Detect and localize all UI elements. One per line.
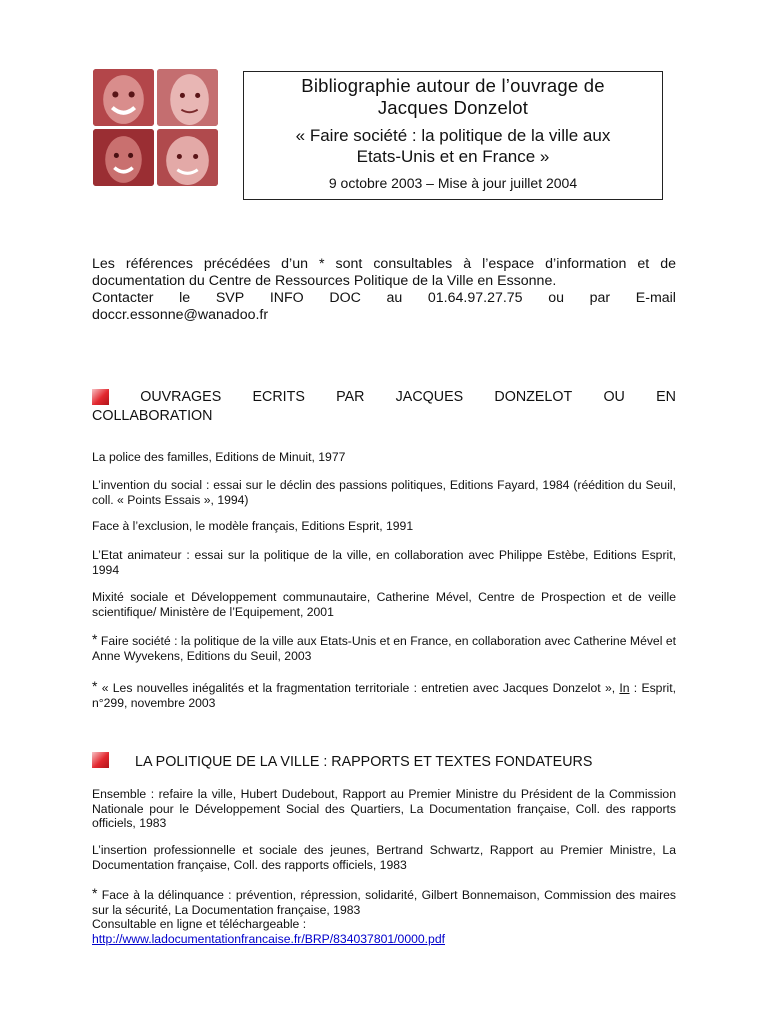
section1-entries: [92, 450, 676, 465]
bibliography-entry: Ensemble : refaire la ville, Hubert Dudebout, Rapport au Premier Ministre du Président de la Commission Nationale pour le Développement Social des Quartiers, La Documentation française, Coll. des rapports officiels, 1983: [92, 787, 676, 830]
entry-text: Faire société : la politique de la ville aux Etats-Unis et en France, en collaboration avec Catherine Mével et Anne Wyvekens, Editions du Seuil, 2003: [92, 634, 677, 663]
heading-word: EN: [656, 389, 676, 405]
subtitle-line-2: Etats-Unis et en France »: [356, 147, 550, 166]
contact-word: Contacter: [92, 290, 154, 306]
heading-word: ECRITS: [252, 389, 305, 405]
contact-email: doccr.essonne@wanadoo.fr: [92, 307, 269, 323]
contact-word: DOC: [329, 290, 361, 306]
section2-entries: [92, 886, 676, 946]
photo-man-face: [157, 69, 218, 126]
bibliography-entry: L’Etat animateur : essai sur la politique de la ville, en collaboration avec Philippe Estèbe, Editions Esprit, 1994: [92, 548, 676, 577]
bibliography-entry: La police des familles, Editions de Minuit, 1977: [92, 450, 346, 464]
intro-paragraph: [92, 256, 676, 324]
bibliography-entry: [92, 679, 676, 710]
available-star-icon: *: [92, 678, 98, 694]
section1-entries: [92, 590, 676, 619]
heading-line-2: COLLABORATION: [92, 408, 213, 424]
section1-entries: [92, 679, 676, 710]
bibliography-entry: Mixité sociale et Développement communautaire, Catherine Mével, Centre de Prospection et de veille scientifique/ Ministère de l’Equipement, 2001: [92, 590, 676, 619]
bibliography-entry: L’invention du social : essai sur le déclin des passions politiques, Editions Fayard, 1984 (réédition du Seuil, coll. « Points Essais », 1994): [92, 478, 676, 507]
section1-entries: [92, 478, 676, 507]
contact-word: SVP: [215, 290, 245, 306]
available-star-icon: *: [92, 885, 98, 901]
contact-word: INFO: [269, 290, 304, 306]
document-title: [244, 75, 662, 119]
contact-word: le: [179, 290, 191, 306]
entry-in-label: In: [619, 681, 630, 695]
photo-woman-face: [93, 129, 154, 186]
bibliography-entry: [92, 886, 676, 917]
entry-text: Face à la délinquance : prévention, répression, solidarité, Gilbert Bonnemaison, Commission des maires sur la sécurité, La Documentation française, 1983: [92, 888, 676, 917]
contact-word: E-mail: [635, 290, 676, 306]
bibliography-entry: L’insertion professionnelle et sociale des jeunes, Bertrand Schwartz, Rapport au Premier Ministre, La Documentation française, Coll. des rapports officiels, 1983: [92, 843, 676, 872]
document-subtitle: [244, 125, 662, 167]
section-bullet-icon: [92, 389, 109, 408]
document-link[interactable]: http://www.ladocumentationfrancaise.fr/BRP/834037801/0000.pdf: [92, 931, 445, 946]
heading-word: PAR: [336, 389, 365, 405]
document-date: 9 octobre 2003 – Mise à jour juillet 2004: [328, 175, 578, 191]
online-note: Consultable en ligne et téléchargeable :: [92, 917, 307, 931]
entry-text: : Esprit, n°299, novembre 2003: [92, 681, 676, 710]
section1-entries: [92, 632, 676, 663]
contact-line: [92, 290, 676, 307]
available-star-icon: *: [92, 631, 98, 647]
section-heading-ouvrages: [92, 389, 676, 425]
section2-entries: [92, 843, 676, 872]
heading-word: OU: [603, 389, 625, 405]
section-bullet-icon: [92, 754, 109, 770]
contact-phone: 01.64.97.27.75: [427, 290, 523, 306]
title-box: [243, 71, 663, 200]
title-line-2: Jacques Donzelot: [377, 97, 529, 118]
section-heading-politique: [92, 752, 676, 771]
bibliography-entry: [92, 632, 676, 663]
contact-word: par: [589, 290, 611, 306]
contact-word: ou: [548, 290, 564, 306]
photo-older-man-face: [157, 129, 218, 186]
heading-word: DONZELOT: [494, 389, 573, 405]
entry-text: « Les nouvelles inégalités et la fragmentation territoriale : entretien avec Jacques Donzelot »,: [101, 681, 620, 695]
heading-text: LA POLITIQUE DE LA VILLE : RAPPORTS ET TEXTES FONDATEURS: [135, 754, 593, 770]
heading-word: JACQUES: [395, 389, 464, 405]
photo-child-face: [93, 69, 154, 126]
bibliography-entry: Face à l’exclusion, le modèle français, Editions Esprit, 1991: [92, 519, 414, 533]
title-line-1: Bibliographie autour de l’ouvrage de: [301, 75, 605, 96]
heading-word: OUVRAGES: [140, 389, 222, 405]
section2-entries: [92, 787, 676, 831]
subtitle-line-1: « Faire société : la politique de la ville aux: [295, 126, 611, 145]
contact-word: au: [386, 290, 403, 306]
intro-text: Les références précédées d’un * sont consultables à l’espace d’information et de documentation du Centre de Ressources Politique de la Ville en Essonne.: [92, 256, 676, 289]
section1-entries: [92, 548, 676, 577]
section1-entries: [92, 519, 676, 534]
header-photo-collage: [93, 69, 218, 186]
